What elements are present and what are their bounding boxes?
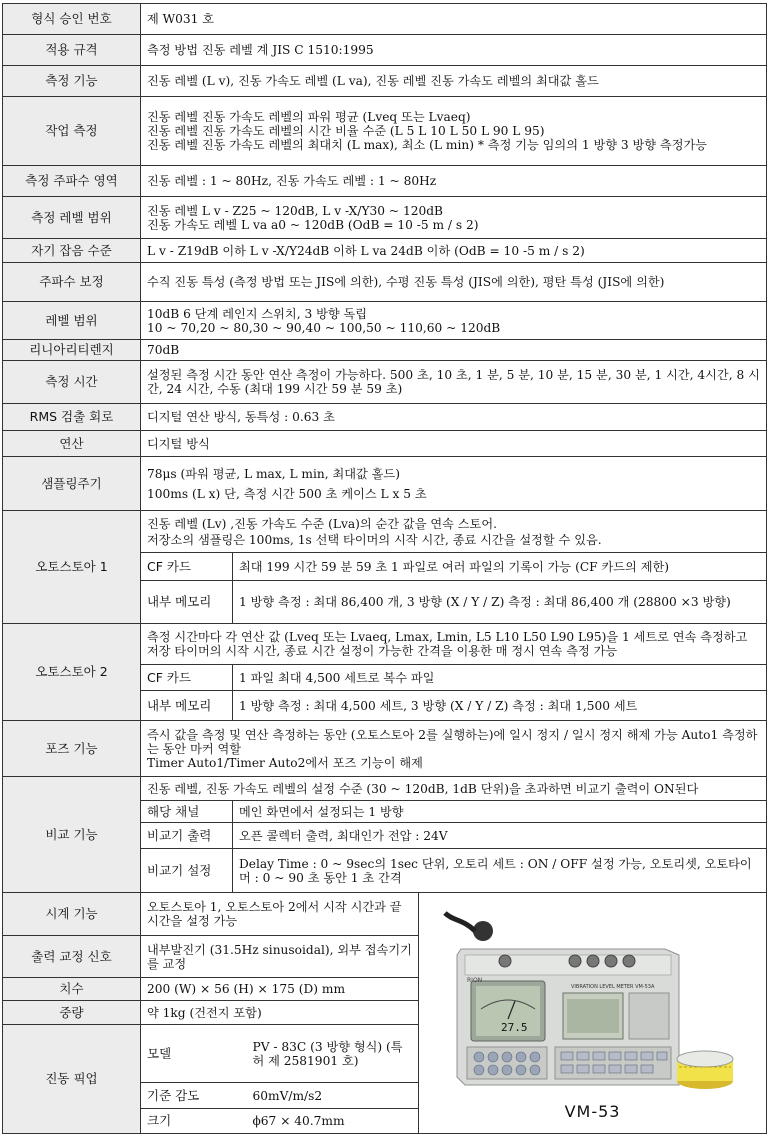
sampling-line-1: 78μs (파워 평균, L max, L min, 최대값 홀드) xyxy=(147,466,400,481)
label-output-cal: 출력 교정 신호 xyxy=(3,936,141,978)
panel-title: VIBRATION LEVEL METER VM-53A xyxy=(570,984,654,990)
autostore1-mem-label: 내부 메모리 xyxy=(141,581,233,624)
label-freq-range: 측정 주파수 영역 xyxy=(3,166,141,197)
autostore1-line-1: 진동 레벨 (Lv) ,진동 가속도 수준 (Lva)의 순간 값을 연속 스토어. xyxy=(147,516,497,531)
row-autostore2 xyxy=(3,624,767,665)
level-sel-line-2: 10 ~ 70,20 ~ 80,30 ~ 90,40 ~ 100,50 ~ 110,60 ~ 120dB xyxy=(147,320,501,335)
label-work: 작업 측정 xyxy=(3,97,141,166)
pickup-model-value: PV - 83C (3 방향 형식) (특허 제 2581901 호) xyxy=(247,1025,419,1083)
value-freq-range: 진동 레벨 : 1 ~ 80Hz, 진동 가속도 레벨 : 1 ~ 80Hz xyxy=(141,166,767,197)
product-photo-cell xyxy=(419,893,767,1134)
autostore2-mem-value: 1 방향 측정 : 최대 4,500 세트, 3 방향 (X / Y / Z) 측정 : 최대 1,500 세트 xyxy=(233,691,767,721)
label-weight: 중량 xyxy=(3,1001,141,1025)
value-rms: 디지털 연산 방식, 동특성 : 0.63 초 xyxy=(141,404,767,431)
work-line-1: 진동 레벨 진동 가속도 레벨의 파워 평균 (Lveq 또는 Lvaeq) xyxy=(147,110,471,124)
compare-output-value: 오픈 콜렉터 출력, 최대인가 전압 : 24V xyxy=(233,823,767,849)
label-rms: RMS 검출 회로 xyxy=(3,404,141,431)
pickup-size-label: 크기 xyxy=(141,1109,233,1134)
autostore1-cf-label: CF 카드 xyxy=(141,553,233,581)
label-autostore1: 오토스토아 1 xyxy=(3,511,141,624)
value-autostore1 xyxy=(141,511,767,553)
value-autostore2: 측정 시간마다 각 연산 값 (Lveq 또는 Lvaeq, Lmax, Lmin, L5 L10 L50 L90 L95)을 1 세트로 연속 측정하고 저장 타이머의 시작 시간, 종료 시간 설정이 가능한 간격을 이용한 매 정시 연속 측정 가능 xyxy=(141,624,767,665)
vibration-meter-image xyxy=(443,909,743,1099)
compare-output-label: 비교기 출력 xyxy=(141,823,233,849)
row-level-range xyxy=(3,197,767,239)
label-pickup: 진동 픽업 xyxy=(3,1025,141,1134)
value-level-sel xyxy=(141,302,767,340)
row-freq-corr xyxy=(3,263,767,302)
value-compare: 진동 레벨, 진동 가속도 레벨의 설정 수준 (30 ~ 120dB, 1dB 단위)을 초과하면 비교기 출력이 ON된다 xyxy=(141,777,767,801)
value-linearity: 70dB xyxy=(141,340,767,361)
pickup-sens-value: 60mV/m/s2 xyxy=(247,1083,419,1109)
level-range-line-2: 진동 가속도 레벨 L va a0 ~ 120dB (OdB = 10 -5 m / s 2) xyxy=(147,217,479,232)
work-line-2: 진동 레벨 진동 가속도 레벨의 시간 비율 수준 (L 5 L 10 L 50 L 90 L 95) xyxy=(147,124,545,138)
pickup-size-value: ϕ67 × 40.7mm xyxy=(247,1109,419,1134)
row-linearity xyxy=(3,340,767,361)
label-sampling: 샘플링주기 xyxy=(3,457,141,511)
row-pause xyxy=(3,721,767,777)
row-clock xyxy=(3,893,767,936)
compare-channel-label: 해당 채널 xyxy=(141,801,233,823)
product-caption: VM-53 xyxy=(564,1102,621,1121)
value-level-range xyxy=(141,197,767,239)
work-line-3: 진동 레벨 진동 가속도 레벨의 최대치 (L max), 최소 (L min) * 측정 기능 임의의 1 방향 3 방향 측정가능 xyxy=(147,138,708,152)
value-sampling xyxy=(141,457,767,511)
label-compare: 비교 기능 xyxy=(3,777,141,893)
label-autostore2: 오토스토아 2 xyxy=(3,624,141,721)
value-work xyxy=(141,97,767,166)
autostore2-mem-label: 내부 메모리 xyxy=(141,691,233,721)
compare-setting-value: Delay Time : 0 ~ 9sec의 1sec 단위, 오토리 세트 : ON / OFF 설정 가능, 오토리셋, 오토타이머 : 0 ~ 90 초 동안 1 초 간격 xyxy=(233,849,767,893)
compare-setting-label: 비교기 설정 xyxy=(141,849,233,893)
cable-connector-icon xyxy=(473,921,493,941)
row-autostore1 xyxy=(3,511,767,553)
row-approval xyxy=(3,4,767,35)
autostore1-mem-value: 1 방향 측정 : 최대 86,400 개, 3 방향 (X / Y / Z) 측정 : 최대 86,400 개 (28800 ×3 방향) xyxy=(233,581,767,624)
pickup-sensor-icon xyxy=(677,1051,733,1089)
label-level-sel: 레벨 범위 xyxy=(3,302,141,340)
value-dimensions: 200 (W) × 56 (H) × 175 (D) mm xyxy=(141,978,419,1001)
row-meas-time xyxy=(3,361,767,404)
value-meas-time: 설정된 측정 시간 동안 연산 측정이 가능하다. 500 초, 10 초, 1 분, 5 분, 10 분, 15 분, 30 분, 1 시간, 4시간, 8 시간, 24 시간, 수동 (최대 199 시간 59 분 59 초) xyxy=(141,361,767,404)
row-rms xyxy=(3,404,767,431)
value-output-cal: 내부발진기 (31.5Hz sinusoidal), 외부 접속기기를 교정 xyxy=(141,936,419,978)
row-level-sel xyxy=(3,302,767,340)
value-clock: 오토스토아 1, 오토스토아 2에서 시작 시간과 끝 시간을 설정 가능 xyxy=(141,893,419,936)
label-freq-corr: 주파수 보정 xyxy=(3,263,141,302)
value-calc: 디지털 방식 xyxy=(141,431,767,457)
value-noise: L v - Z19dB 이하 L v -X/Y24dB 이하 L va 24dB 이하 (OdB = 10 -5 m / s 2) xyxy=(141,239,767,263)
level-range-line-1: 진동 레벨 L v - Z25 ~ 120dB, L v -X/Y30 ~ 120dB xyxy=(147,203,443,218)
value-standard: 측정 방법 진동 레벨 계 JIS C 1510:1995 xyxy=(141,35,767,66)
row-work xyxy=(3,97,767,166)
label-dimensions: 치수 xyxy=(3,978,141,1001)
label-calc: 연산 xyxy=(3,431,141,457)
label-meas-time: 측정 시간 xyxy=(3,361,141,404)
row-sampling xyxy=(3,457,767,511)
autostore1-cf-value: 최대 199 시간 59 분 59 초 1 파일로 여러 파일의 기록이 가능 (CF 카드의 제한) xyxy=(233,553,767,581)
label-pause: 포즈 기능 xyxy=(3,721,141,777)
label-function: 측정 기능 xyxy=(3,66,141,97)
value-approval: 제 W031 호 xyxy=(141,4,767,35)
row-calc xyxy=(3,431,767,457)
label-approval: 형식 승인 번호 xyxy=(3,4,141,35)
row-freq-range xyxy=(3,166,767,197)
label-level-range: 측정 레벨 범위 xyxy=(3,197,141,239)
value-pause xyxy=(141,721,767,777)
label-noise: 자기 잡음 수준 xyxy=(3,239,141,263)
row-function xyxy=(3,66,767,97)
value-weight: 약 1kg (건전지 포함) xyxy=(141,1001,419,1025)
sampling-line-2: 100ms (L x) 단, 측정 시간 500 초 케이스 L x 5 초 xyxy=(147,486,427,501)
autostore2-cf-value: 1 파일 최대 4,500 세트로 복수 파일 xyxy=(233,665,767,691)
compare-channel-value: 메인 화면에서 설정되는 1 방향 xyxy=(233,801,767,823)
pickup-sens-label: 기준 감도 xyxy=(141,1083,233,1109)
spec-table xyxy=(2,3,767,1134)
autostore2-cf-label: CF 카드 xyxy=(141,665,233,691)
autostore1-line-2: 저장소의 샘플링은 100ms, 1s 선택 타이머의 시작 시간, 종료 시간을 설정할 수 있음. xyxy=(147,532,602,547)
lcd-reading: 27.5 xyxy=(500,1021,528,1034)
level-sel-line-1: 10dB 6 단계 레인지 스위치, 3 방향 독립 xyxy=(147,306,368,321)
label-standard: 적용 규격 xyxy=(3,35,141,66)
pickup-model-label: 모델 xyxy=(141,1025,233,1083)
label-linearity: 리니아리티렌지 xyxy=(3,340,141,361)
pause-line-1: 즉시 값을 측정 및 연산 측정하는 동안 (오토스토아 2를 실행하는)에 일시 정지 / 일시 정지 해제 가능 Auto1 측정하는 동안 마커 역할 xyxy=(147,727,758,756)
pause-line-2: Timer Auto1/Timer Auto2에서 포즈 기능이 해제 xyxy=(147,755,423,770)
row-standard xyxy=(3,35,767,66)
row-compare xyxy=(3,777,767,801)
value-function: 진동 레벨 (L v), 진동 가속도 레벨 (L va), 진동 레벨 진동 가속도 레벨의 최대값 홀드 xyxy=(141,66,767,97)
value-freq-corr: 수직 진동 특성 (측정 방법 또는 JIS에 의한), 수평 진동 특성 (JIS에 의한), 평탄 특성 (JIS에 의한) xyxy=(141,263,767,302)
label-clock: 시계 기능 xyxy=(3,893,141,936)
brand-logo: RION xyxy=(466,977,482,984)
row-noise xyxy=(3,239,767,263)
